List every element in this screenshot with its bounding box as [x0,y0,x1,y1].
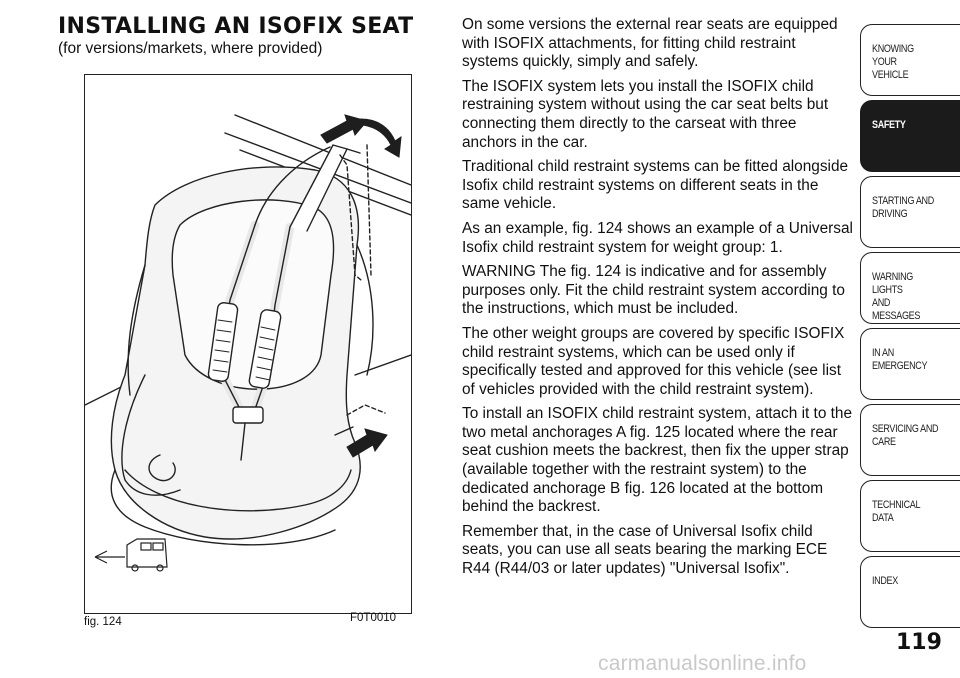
body-text [462,16,854,585]
tab-starting-and-driving[interactable]: STARTING AND DRIVING [860,176,960,248]
tab-safety[interactable]: SAFETY [860,100,960,172]
page-subtitle: (for versions/markets, where provided) [58,40,323,57]
paragraph: As an example, fig. 124 shows an example of a Universal Isofix child restraint system for weight group: 1. [462,219,853,256]
tab-index[interactable]: INDEX [860,556,960,628]
tab-technical-data[interactable]: TECHNICAL DATA [860,480,960,552]
tab-in-an-emergency[interactable]: IN AN EMERGENCY [860,328,960,400]
child-seat-illustration [84,74,412,614]
tab-warning-lights[interactable]: WARNING LIGHTS AND MESSAGES [860,252,960,324]
watermark-text: carmanualsonline.info [598,652,807,675]
paragraph: On some versions the external rear seats are equipped with ISOFIX attachments, for fitting child restraint systems quickly, simply and safely. [462,16,838,71]
vehicle-position-icon [95,539,167,571]
figure-code: F0T0010 [350,612,397,624]
paragraph: Traditional child restraint systems can be fitted alongside Isofix child restraint systems on different seats in the same vehicle. [462,158,849,213]
page-title: INSTALLING AN ISOFIX SEAT [58,14,414,39]
paragraph: The other weight groups are covered by specific ISOFIX child restraint systems, which can be used only if specifically tested and approved for this vehicle (see list of vehicles provided with the child restraint system). [462,324,845,398]
section-tabs [860,24,960,632]
paragraph: The ISOFIX system lets you install the ISOFIX child restraining system without using the car seat belts but connecting them directly to the carseat with three anchors in the car. [462,77,829,151]
paragraph: Remember that, in the case of Universal Isofix child seats, you can use all seats bearing the marking ECE R44 (R44/03 or later updates) "Universal Isofix". [462,522,828,578]
figure-label: fig. 124 [84,616,122,628]
warning-paragraph: WARNING The fig. 124 is indicative and for assembly purposes only. Fit the child restraint system according to the instructions, which must be included. [462,263,845,318]
tab-knowing-your-vehicle[interactable]: KNOWING YOUR VEHICLE [860,24,960,96]
tab-servicing-and-care[interactable]: SERVICING AND CARE [860,404,960,476]
page-number: 119 [896,630,942,655]
paragraph: To install an ISOFIX child restraint system, attach it to the two metal anchorages A fig. 125 located where the rear seat cushion meets the backrest, then fix the upper strap (available together with the restraint system) to the dedicated anchorage B fig. 126 located at the bottom behind the backrest. [462,405,853,516]
